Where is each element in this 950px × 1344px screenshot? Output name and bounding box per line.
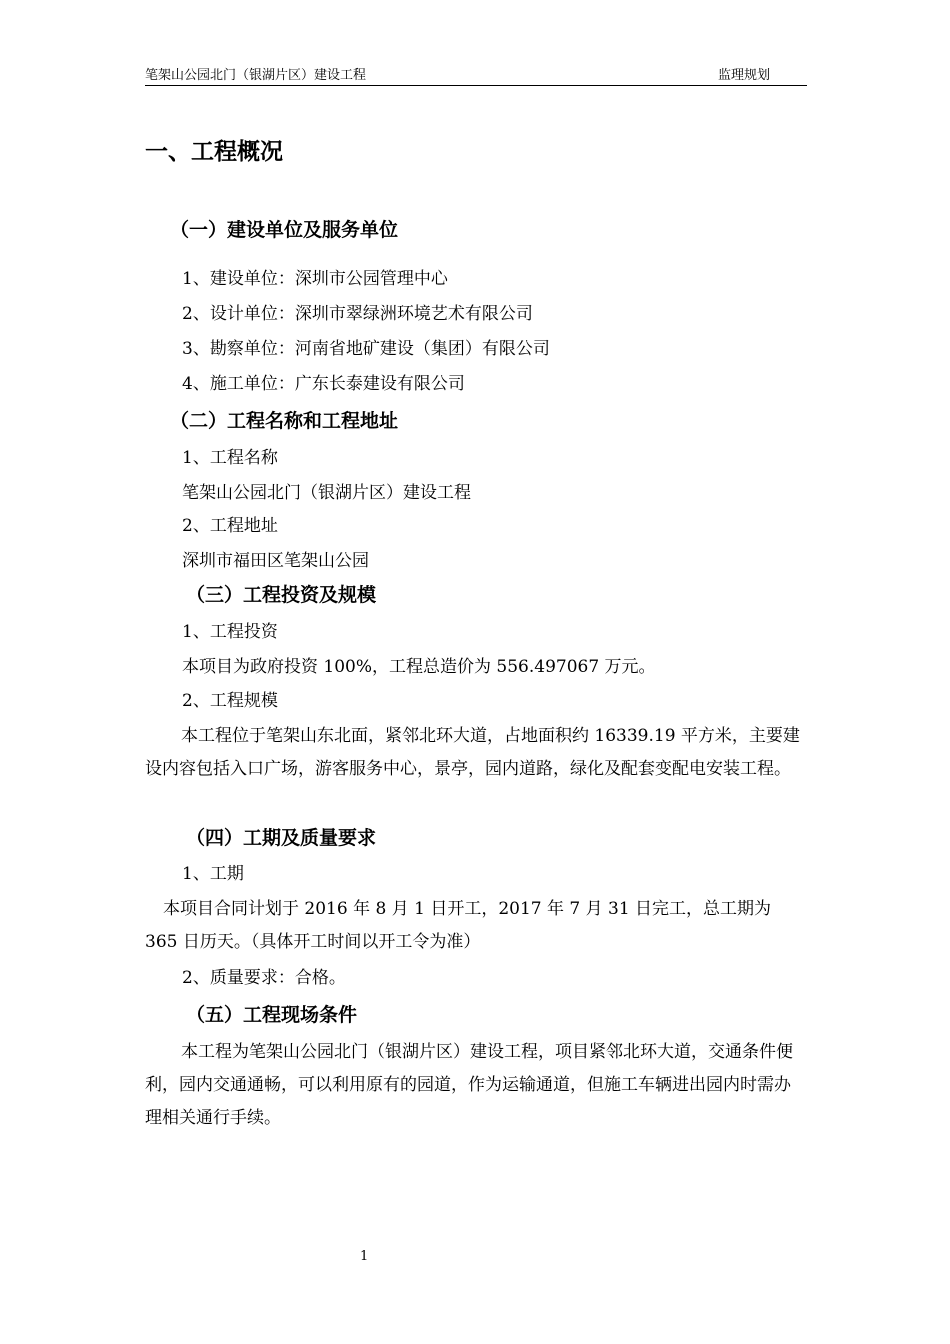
page-title: 一、工程概况: [145, 139, 283, 165]
list-item: 3、勘察单位：河南省地矿建设（集团）有限公司: [182, 339, 550, 359]
scale-text: 本工程位于笔架山东北面，紧邻北环大道，占地面积约 16339.19 平方米，主要建设内容包括入口广场，游客服务中心，景亭，园内道路，绿化及配套变配电安装工程。: [145, 726, 800, 779]
page-number: 1: [360, 1249, 369, 1264]
investment-label: 1、工程投资: [182, 622, 278, 642]
project-address-label: 2、工程地址: [182, 516, 278, 536]
quality-text: 2、质量要求：合格。: [182, 968, 346, 988]
section-heading-5: （五）工程现场条件: [186, 1004, 358, 1026]
project-address-value: 深圳市福田区笔架山公园: [182, 551, 369, 571]
period-text: 本项目合同计划于 2016 年 8 月 1 日开工，2017 年 7 月 31 日完工，总工期为 365 日历天。（具体开工时间以开工令为准）: [145, 899, 772, 952]
header-rule: [145, 85, 807, 86]
header-title: 笔架山公园北门（银湖片区）建设工程: [145, 68, 367, 83]
section-heading-4: （四）工期及质量要求: [186, 827, 377, 849]
scale-label: 2、工程规模: [182, 691, 278, 711]
investment-text: 本项目为政府投资 100%，工程总造价为 556.497067 万元。: [182, 657, 656, 677]
section-heading-2: （二）工程名称和工程地址: [170, 410, 399, 432]
section-heading-1: （一）建设单位及服务单位: [170, 219, 399, 241]
list-item: 4、施工单位：广东长泰建设有限公司: [182, 374, 465, 394]
project-name-label: 1、工程名称: [182, 448, 278, 468]
scale-paragraph: [145, 720, 805, 786]
period-paragraph: [145, 893, 805, 959]
site-conditions-paragraph: [145, 1036, 805, 1135]
period-label: 1、工期: [182, 864, 244, 884]
project-name-value: 笔架山公园北门（银湖片区）建设工程: [182, 483, 471, 503]
header-doc-type: 监理规划: [718, 68, 771, 83]
site-conditions-text: 本工程为笔架山公园北门（银湖片区）建设工程，项目紧邻北环大道，交通条件便利，园内交通通畅，可以利用原有的园道，作为运输通道，但施工车辆进出园内时需办理相关通行手续。: [145, 1042, 793, 1128]
list-item: 1、建设单位：深圳市公园管理中心: [182, 269, 448, 289]
section-heading-3: （三）工程投资及规模: [186, 584, 377, 606]
list-item: 2、设计单位：深圳市翠绿洲环境艺术有限公司: [182, 304, 533, 324]
